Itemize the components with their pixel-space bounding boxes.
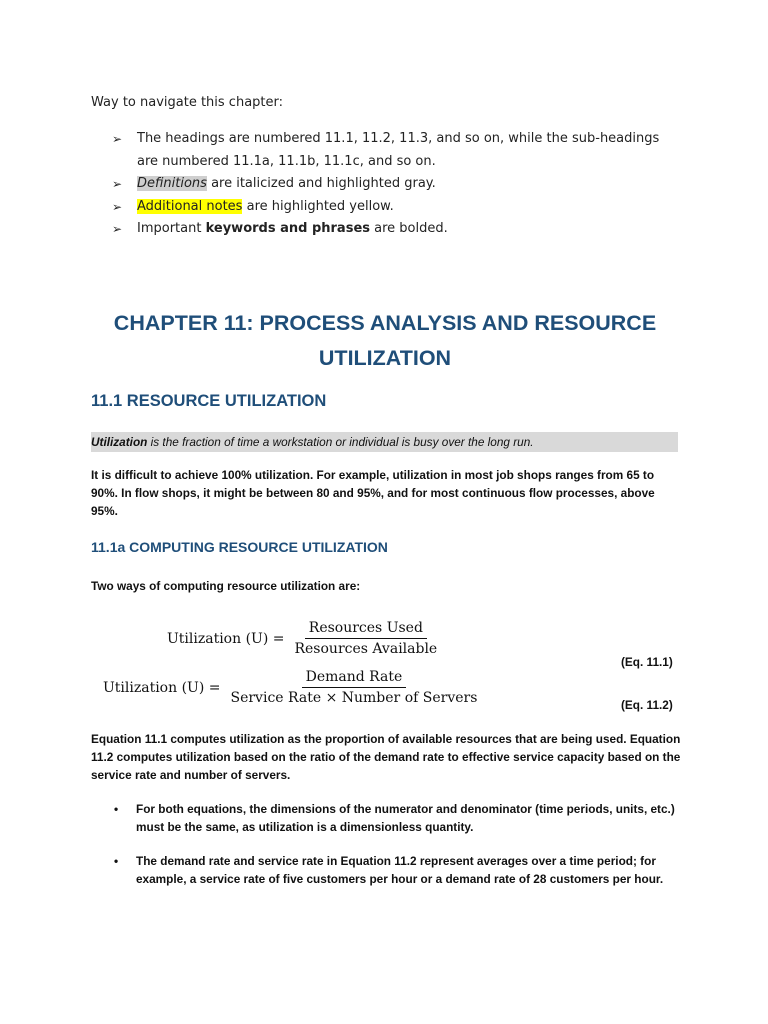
navigation-item-text: are highlighted yellow. — [242, 198, 394, 214]
additional-notes-highlight: Additional notes — [137, 198, 243, 214]
navigation-item — [112, 173, 672, 196]
navigation-item — [112, 128, 672, 173]
definition-term: Utilization — [91, 435, 148, 449]
list-item — [112, 852, 682, 888]
equation-lhs: Utilization (U) = — [167, 630, 285, 647]
arrowhead-bullet-icon: ➢ — [112, 177, 123, 191]
section-heading-11-1: 11.1 RESOURCE UTILIZATION — [91, 392, 327, 410]
equation-label-11-1: (Eq. 11.1) — [621, 655, 673, 669]
definitions-highlight: Definitions — [137, 176, 207, 191]
equation-denominator: Resources Available — [294, 641, 438, 657]
list-item-text: For both equations, the dimensions of the numerator and denominator (time periods, units, etc.) must be the same, as utilization is a dimensionless quantity. — [136, 802, 675, 834]
navigation-item-text: Important — [137, 221, 206, 236]
navigation-item — [112, 218, 672, 241]
equation-lhs: Utilization (U) = — [103, 679, 221, 696]
filled-dot-bullet-icon: • — [114, 802, 119, 816]
keywords-bold: keywords and phrases — [205, 221, 370, 236]
equation-11-1 — [167, 620, 441, 657]
chapter-title: CHAPTER 11: PROCESS ANALYSIS AND RESOURCE UTILIZATION — [113, 311, 657, 370]
subsection-heading-11-1a: 11.1a COMPUTING RESOURCE UTILIZATION — [91, 539, 388, 555]
list-item — [112, 800, 682, 836]
equations-explanation: Equation 11.1 computes utilization as the proportion of available resources that are being used. Equation 11.2 computes utilization based on the ratio of the demand rate to effective service capacity based on the service rate and number of servers. — [91, 732, 681, 782]
equation-fraction — [226, 669, 481, 706]
list-item-text: The demand rate and service rate in Equation 11.2 represent averages over a time period; for example, a service rate of five customers per hour or a demand rate of 28 customers per hour. — [136, 854, 664, 886]
equation-11-2 — [103, 669, 481, 706]
definition-text: is the fraction of time a workstation or individual is busy over the long run. — [147, 435, 534, 449]
utilization-paragraph: It is difficult to achieve 100% utilization. For example, utilization in most job shops ranges from 65 to 90%. In flow shops, it might be between 80 and 95%, and for most continuous flow processes, above 95%. — [91, 468, 655, 518]
navigation-list — [112, 128, 672, 241]
navigation-item-text: The headings are numbered 11.1, 11.2, 11.3, and so on, while the sub-headings are numbered 11.1a, 11.1b, 11.1c, and so on. — [137, 131, 660, 169]
equation-numerator: Demand Rate — [302, 669, 407, 688]
equation-numerator: Resources Used — [305, 620, 427, 639]
navigation-item-text: are bolded. — [370, 221, 448, 236]
navigation-item — [112, 196, 672, 219]
filled-dot-bullet-icon: • — [114, 854, 119, 868]
navigation-item-text: are italicized and highlighted gray. — [206, 176, 436, 191]
equation-notes-list — [112, 800, 682, 904]
equation-denominator: Service Rate × Number of Servers — [230, 690, 478, 706]
equation-label-11-2: (Eq. 11.2) — [621, 698, 673, 712]
arrowhead-bullet-icon: ➢ — [112, 199, 123, 214]
equation-fraction — [290, 620, 441, 657]
arrowhead-bullet-icon: ➢ — [112, 222, 123, 236]
computing-intro: Two ways of computing resource utilization are: — [91, 579, 361, 593]
arrowhead-bullet-icon: ➢ — [112, 132, 123, 146]
navigation-intro: Way to navigate this chapter: — [91, 95, 284, 110]
definition-box — [91, 432, 678, 452]
